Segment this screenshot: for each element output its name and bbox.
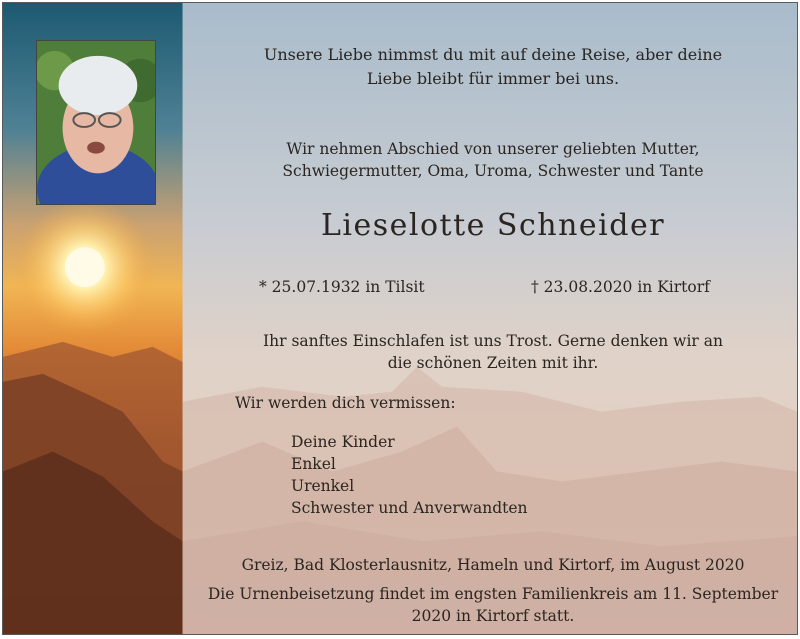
portrait-photo (36, 40, 156, 205)
places-and-date: Greiz, Bad Klosterlausnitz, Hameln und Kirtorf, im August 2020 (241, 556, 745, 574)
comfort-text (193, 330, 793, 374)
mourners-list (291, 431, 528, 519)
farewell-line-2: Schwiegermutter, Oma, Uroma, Schwester und Tante (282, 162, 704, 180)
mourner-item: Schwester und Anverwandten (291, 499, 528, 517)
farewell-line-1: Wir nehmen Abschied von unserer geliebten Mutter, (286, 140, 700, 158)
miss-line: Wir werden dich vermissen: (235, 394, 456, 412)
birth-info: * 25.07.1932 in Tilsit (259, 278, 425, 296)
burial-line-1: Die Urnenbeisetzung findet im engsten Familienkreis am 11. September (207, 585, 779, 603)
mourner-item: Enkel (291, 455, 336, 473)
motto-line-2: Liebe bleibt für immer bei uns. (366, 69, 620, 88)
motto (193, 43, 793, 91)
mourner-item: Deine Kinder (291, 433, 395, 451)
deceased-name: Lieselotte Schneider (320, 208, 666, 243)
obituary-notice (2, 2, 798, 635)
motto-line-1: Unsere Liebe nimmst du mit auf deine Reise, aber deine (263, 45, 723, 64)
death-info: † 23.08.2020 in Kirtorf (531, 278, 710, 296)
burial-line-2: 2020 in Kirtorf statt. (411, 607, 575, 625)
burial-info (193, 583, 793, 627)
comfort-line-2: die schönen Zeiten mit ihr. (387, 354, 599, 372)
farewell-announcement (193, 138, 793, 182)
comfort-line-1: Ihr sanftes Einschlafen ist uns Trost. Gerne denken wir an (263, 332, 723, 350)
mourner-item: Urenkel (291, 477, 355, 495)
